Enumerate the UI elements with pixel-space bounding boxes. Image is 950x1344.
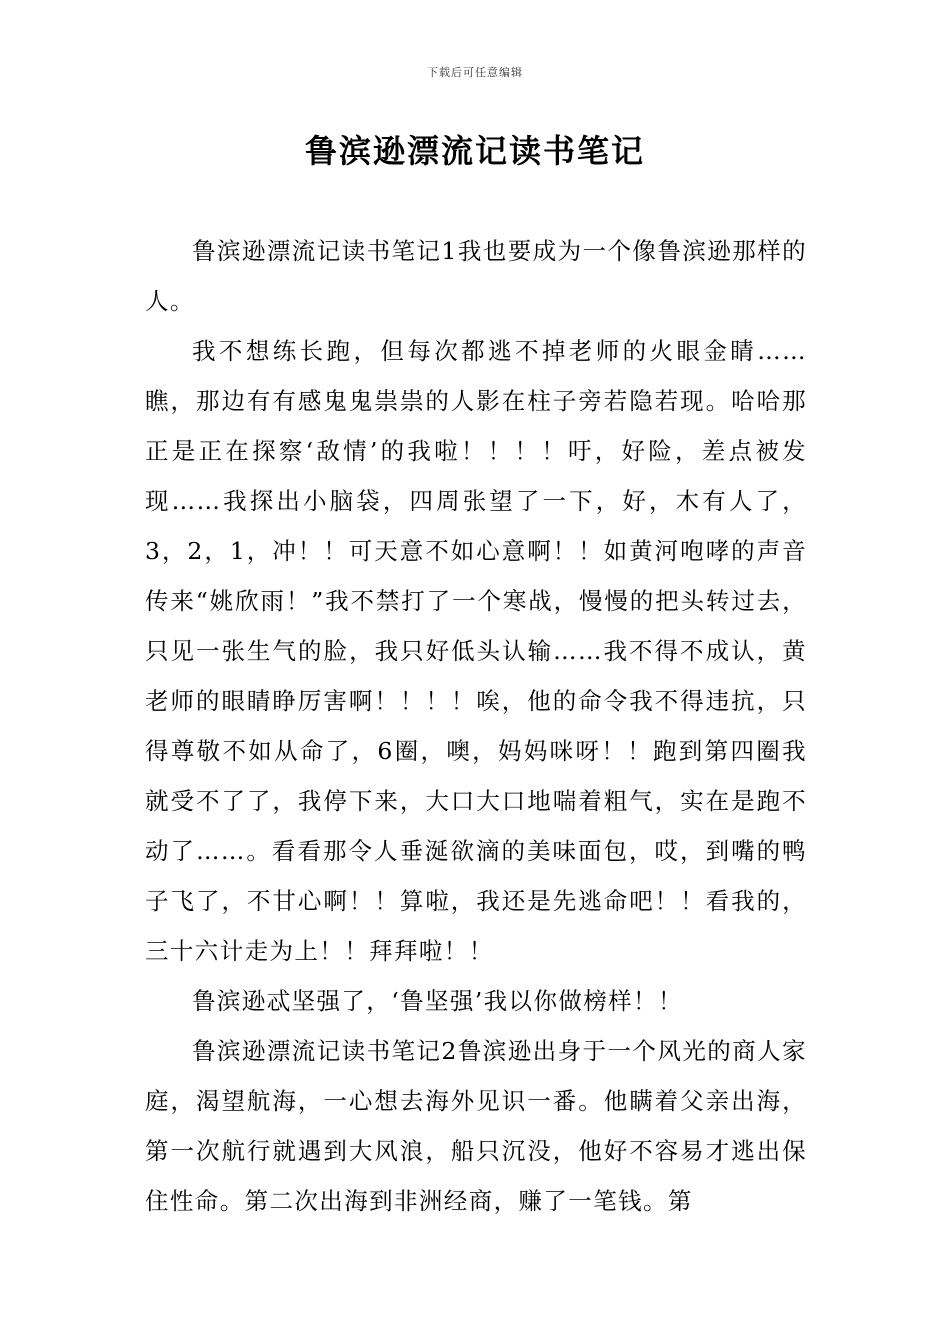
paragraph-3: 鲁滨逊忒坚强了，‘鲁坚强’我以你做榜样！！: [192, 987, 683, 1015]
paragraph-2: 我不想练长跑，但每次都逃不掉老师的火眼金睛……瞧，那边有有感鬼鬼祟祟的人影在柱子旁若隐若现。哈哈那正是正在探察‘敌情’的我啦！！！！吁，好险，差点被发现……我探出小脑袋，四周张望了一下，好，木有人了，3，2，1，冲！！可天意不如心意啊！！如黄河咆哮的声音传来“姚欣雨！”我不禁打了一个寒战，慢慢的把头转过去，只见一张生气的脸，我只好低头认输……我不得不成认，黄老师的眼睛睁厉害啊！！！！唉，他的命令我不得违抗，只得尊敬不如从命了，6圈，噢，妈妈咪呀！！跑到第四圈我就受不了了，我停下来，大口大口地喘着粗气，实在是跑不动了……。看看那令人垂涎欲滴的美味面包，哎，到嘴的鸭子飞了，不甘心啊！！算啦，我还是先逃命吧！！看我的，三十六计走为上！！拜拜啦！！: [145, 337, 807, 965]
document-body: [145, 226, 807, 1226]
paragraph-4: 鲁滨逊漂流记读书笔记2鲁滨逊出身于一个风光的商人家庭，渴望航海，一心想去海外见识一番。他瞒着父亲出海，第一次航行就遇到大风浪，船只沉没，他好不容易才逃出保住性命。第二次出海到非洲经商，赚了一笔钱。第: [145, 1037, 807, 1215]
paragraph-1: 鲁滨逊漂流记读书笔记1我也要成为一个像鲁滨逊那样的人。: [145, 237, 807, 315]
page-title: 鲁滨逊漂流记读书笔记: [304, 132, 645, 170]
header-note: 下载后可任意编辑: [427, 66, 523, 79]
